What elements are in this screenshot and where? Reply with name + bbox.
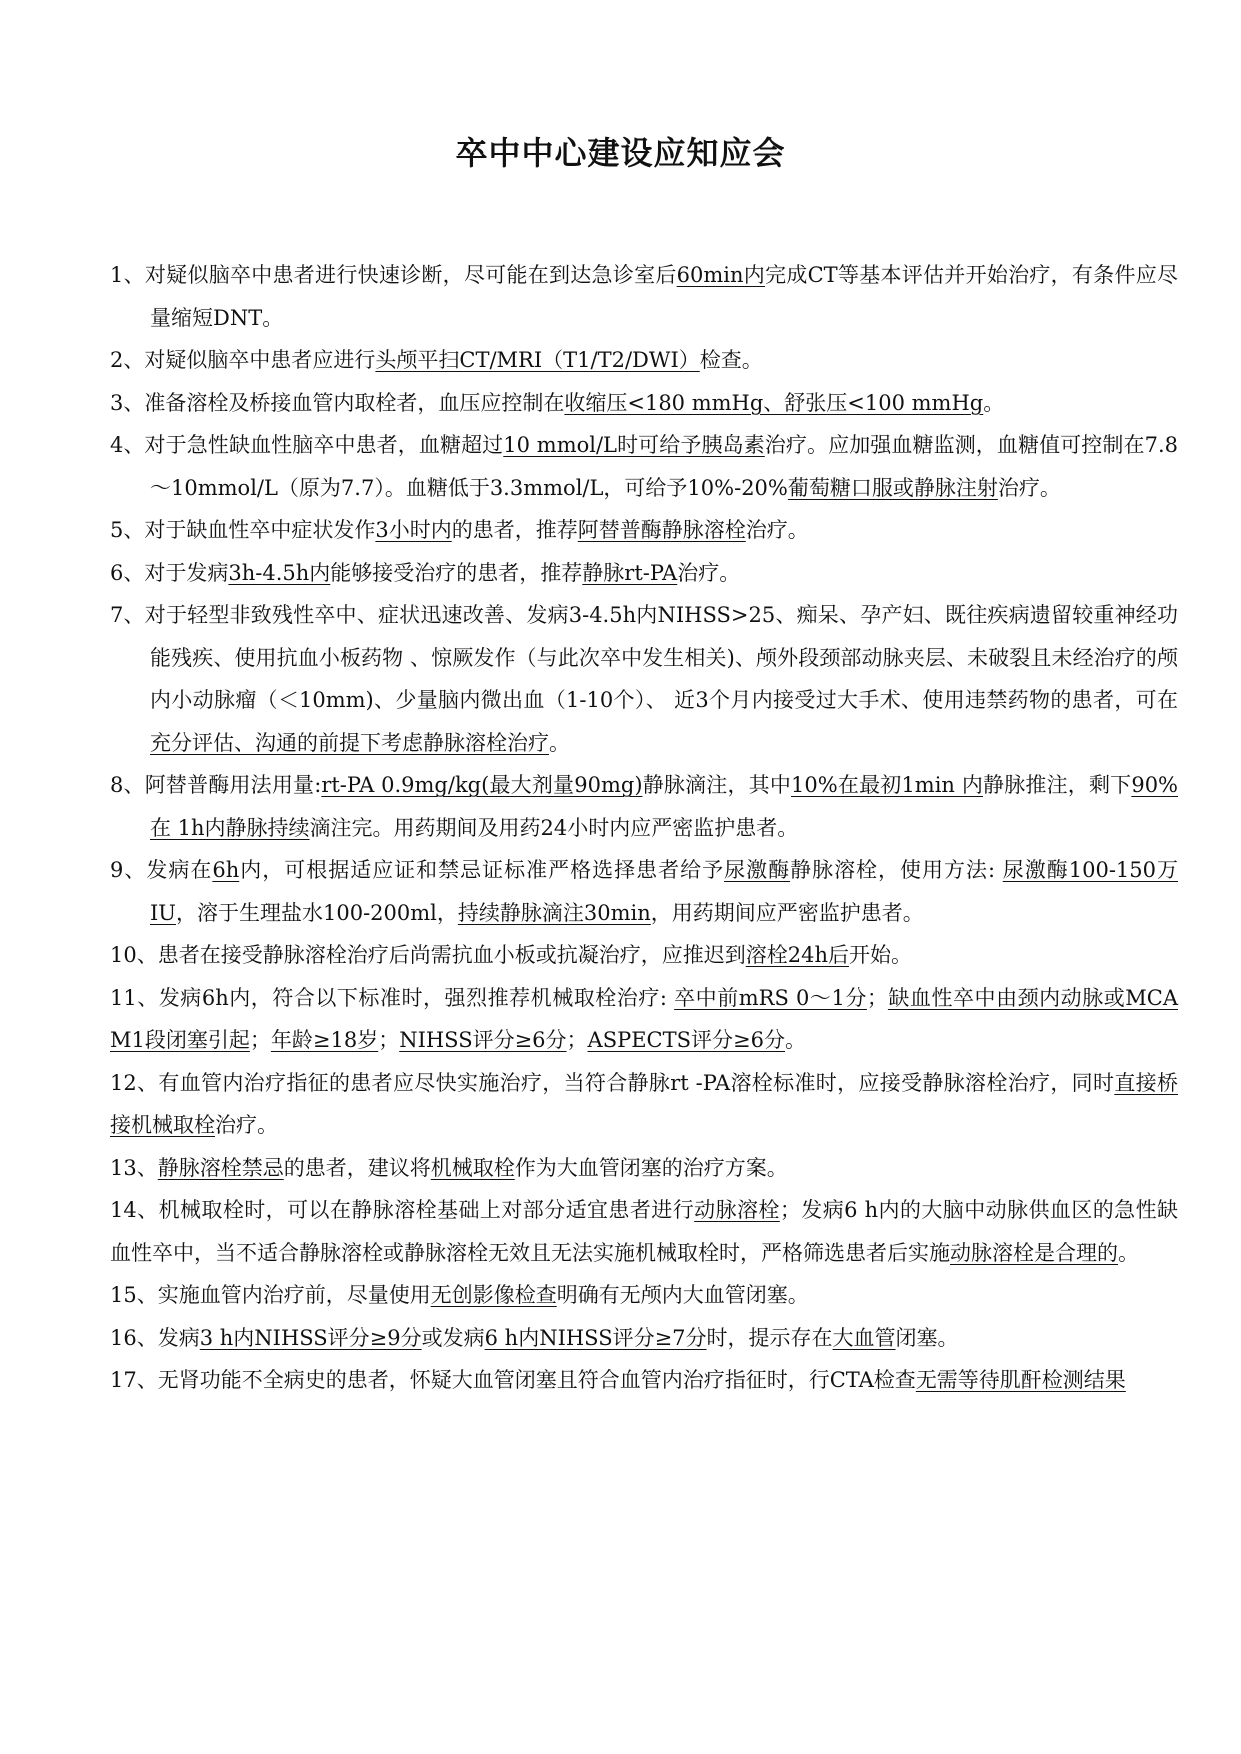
document-title: 卒中中心建设应知应会	[455, 134, 786, 172]
underlined-text: 头颅平扫CT/MRI（T1/T2/DWI）	[375, 348, 700, 372]
underlined-text: 静脉rt-PA	[582, 560, 678, 585]
item-text: ；发病6 h内的大脑中动脉供血区的急性缺血性卒中，当不适合静脉溶栓或静脉溶栓无效且无法实施机械取栓时，严格筛选患者后实施	[110, 1198, 1179, 1265]
underlined-text: 动脉溶栓	[694, 1198, 780, 1222]
underlined-text: 6 h内NIHSS评分≥7分	[484, 1325, 707, 1350]
item-text: 治疗。	[677, 560, 741, 585]
underlined-text: ASPECTS评分≥6分	[587, 1028, 785, 1052]
list-item	[110, 1189, 1178, 1274]
item-text: 14、机械取栓时，可以在静脉溶栓基础上对部分适宜患者进行	[110, 1198, 695, 1222]
item-text: 6、对于发病	[110, 560, 229, 585]
item-text: ；	[249, 1028, 271, 1052]
list-item	[110, 339, 1178, 382]
item-text: ；	[866, 985, 888, 1010]
underlined-text: 充分评估、沟通的前提下考虑静脉溶栓治疗	[150, 730, 549, 755]
item-text: ；	[566, 1028, 588, 1052]
item-text: 内，可根据适应证和禁忌证标准严格选择患者给予	[239, 858, 725, 882]
list-item	[110, 254, 1178, 339]
item-text: 。	[983, 390, 1005, 415]
underlined-text: NIHSS评分≥6分	[399, 1028, 567, 1052]
item-text: 检查。	[699, 348, 763, 372]
item-text: 10、患者在接受静脉溶栓治疗后尚需抗血小板或抗凝治疗，应推迟到	[110, 943, 746, 967]
item-text: 的患者，建议将	[283, 1155, 431, 1180]
item-text: 11、发病6h内，符合以下标准时，强烈推荐机械取栓治疗:	[110, 985, 675, 1010]
item-list	[110, 254, 1178, 1402]
underlined-text: 年龄≥18岁	[270, 1028, 379, 1052]
item-text: 。	[784, 1028, 806, 1052]
item-text: 作为大血管闭塞的治疗方案。	[514, 1155, 788, 1180]
underlined-text: 阿替普酶静脉溶栓	[577, 518, 746, 542]
item-text: 9、发病在	[110, 858, 213, 882]
item-text: 12、有血管内治疗指征的患者应尽快实施治疗，当符合静脉rt -PA溶栓标准时，应接受静脉溶栓治疗，同时	[110, 1070, 1115, 1095]
underlined-text: 大血管	[832, 1325, 896, 1350]
underlined-text: 卒中前mRS 0～1分	[674, 985, 867, 1010]
list-item	[110, 509, 1178, 552]
list-item	[110, 977, 1178, 1062]
list-item	[110, 1317, 1178, 1360]
underlined-text: 60min内	[676, 263, 766, 287]
item-text: 开始。	[848, 943, 912, 967]
item-text: 1、对疑似脑卒中患者进行快速诊断，尽可能在到达急诊室后	[110, 263, 677, 287]
item-text: 治疗。应加强血糖监测，血糖值可控制在7.8～10mmol/L（原为7.7）。血糖低于3.3mmol/L，可给予10%-20%	[150, 433, 1179, 500]
list-item	[110, 552, 1178, 595]
list-item	[110, 1359, 1178, 1402]
list-item	[110, 1147, 1178, 1190]
item-text: 明确有无颅内大血管闭塞。	[556, 1283, 809, 1307]
list-item	[110, 594, 1178, 764]
item-text: 完成CT等基本评估并开始治疗，有条件应尽量缩短DNT。	[150, 263, 1178, 330]
item-text: 时，提示存在	[706, 1325, 833, 1350]
underlined-text: 缺血性卒中由颈内动脉或MCA M1段闭塞引起	[110, 985, 1178, 1052]
underlined-text: 3h-4.5h内	[228, 560, 331, 585]
item-text: ，用药期间应严密监护患者。	[650, 900, 924, 925]
underlined-text: 10%在最初1min 内	[791, 773, 984, 797]
item-text: 5、对于缺血性卒中症状发作	[110, 518, 376, 542]
list-item	[110, 1062, 1178, 1147]
item-text: 。	[549, 730, 570, 755]
underlined-text: 葡萄糖口服或静脉注射	[787, 475, 998, 500]
underlined-text: 6h	[212, 858, 240, 882]
underlined-text: 直接桥接机械取栓	[110, 1070, 1178, 1137]
underlined-text: 溶栓24h后	[745, 943, 849, 967]
underlined-text: 10 mmol/L时可给予胰岛素	[503, 433, 765, 457]
item-text: 闭塞。	[895, 1325, 959, 1350]
item-text: 或发病	[421, 1325, 485, 1350]
underlined-text: 无需等待肌酐检测结果	[915, 1368, 1126, 1392]
list-item	[110, 382, 1178, 425]
item-text: 3、准备溶栓及桥接血管内取栓者，血压应控制在	[110, 390, 565, 415]
list-item	[110, 934, 1178, 977]
item-text: 静脉推注，剩下	[983, 773, 1132, 797]
list-item	[110, 1274, 1178, 1317]
item-text: ；	[378, 1028, 400, 1052]
underlined-text: 静脉溶栓禁忌	[157, 1155, 284, 1180]
list-item	[110, 424, 1178, 509]
item-text: 17、无肾功能不全病史的患者，怀疑大血管闭塞且符合血管内治疗指征时，行CTA检查	[110, 1368, 916, 1392]
underlined-text: 收缩压<180 mmHg、舒张压<100 mmHg	[564, 390, 984, 415]
item-text: 静脉滴注，其中	[642, 773, 792, 797]
item-text: 静脉溶栓，使用方法:	[790, 858, 1003, 882]
item-text: 4、对于急性缺血性脑卒中患者，血糖超过	[110, 433, 504, 457]
underlined-text: 3小时内	[375, 518, 452, 542]
item-text: 2、对疑似脑卒中患者应进行	[110, 348, 376, 372]
item-text: 治疗。	[997, 475, 1061, 500]
underlined-text: 尿激酶	[724, 858, 791, 882]
underlined-text: 3 h内NIHSS评分≥9分	[199, 1325, 422, 1350]
item-text: 治疗。	[215, 1113, 278, 1137]
item-text: 治疗。	[745, 518, 809, 542]
underlined-text: 机械取栓	[430, 1155, 515, 1180]
underlined-text: rt-PA 0.9mg/kg(最大剂量90mg)	[321, 773, 643, 797]
list-item	[110, 849, 1178, 934]
underlined-text: 尿激酶100-150万IU	[150, 858, 1179, 925]
item-text: 7、对于轻型非致残性卒中、症状迅速改善、发病3-4.5h内NIHSS>25、痴呆、孕产妇、既往疾病遗留较重神经功能残疾、使用抗血小板药物 、惊厥发作（与此次卒中发生相关)、颅外段颈部动脉夹层、未破裂且未经治疗的颅内小动脉瘤（＜10mm)、少量脑内微出血（1-10个）、 近3个月内接受过大手术、使用违禁药物的患者，可在	[110, 603, 1178, 712]
item-text: 16、发病	[110, 1325, 200, 1350]
item-text: ，溶于生理盐水100-200ml，	[176, 900, 458, 925]
item-text: 。	[1118, 1240, 1139, 1265]
list-item	[110, 764, 1178, 849]
item-text: 13、	[110, 1155, 158, 1180]
item-text: 滴注完。用药期间及用药24小时内应严密监护患者。	[309, 815, 799, 840]
item-text: 的患者，推荐	[451, 518, 578, 542]
underlined-text: 无创影像检查	[430, 1283, 557, 1307]
underlined-text: 动脉溶栓是合理的	[950, 1240, 1118, 1265]
item-text: 8、阿替普酶用法用量:	[110, 773, 322, 797]
underlined-text: 持续静脉滴注30min	[457, 900, 651, 925]
underlined-text: 90%在 1h内静脉持续	[150, 773, 1179, 840]
item-text: 15、实施血管内治疗前，尽量使用	[110, 1283, 431, 1307]
item-text: 能够接受治疗的患者，推荐	[330, 560, 583, 585]
